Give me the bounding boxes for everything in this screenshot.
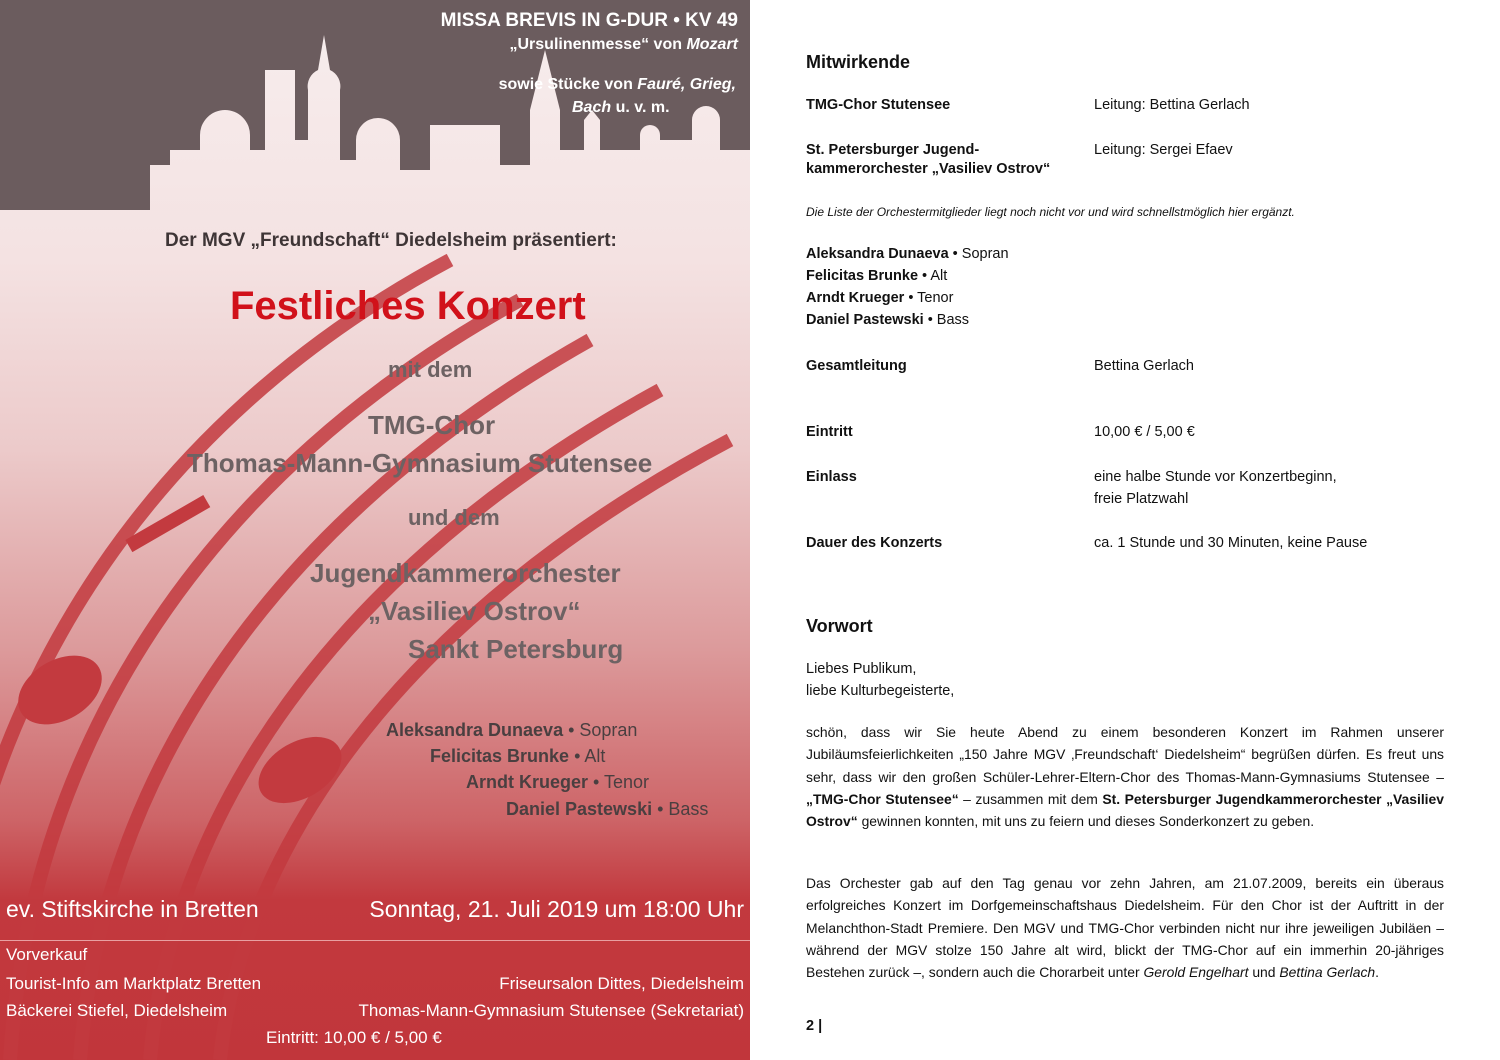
concert-title: Festliches Konzert (230, 284, 586, 328)
soloist (806, 312, 969, 328)
admission-price: Eintritt: 10,00 € / 5,00 € (266, 1028, 442, 1047)
soloist-role: • Bass (652, 799, 709, 819)
info-label: Dauer des Konzerts (806, 535, 943, 551)
school-name: Thomas-Mann-Gymnasium Stutensee (187, 448, 653, 478)
orchestra-line-2: „Vasiliev Ostrov“ (368, 596, 581, 626)
composers: Fauré, Grieg, (637, 76, 736, 93)
presale-location: Friseursalon Dittes, Diedelsheim (499, 974, 744, 993)
performer-label: TMG-Chor Stutensee (806, 97, 951, 113)
page-number: 2 | (806, 1018, 823, 1034)
performer-label: St. Petersburger Jugend- (806, 142, 980, 158)
program-title: MISSA BREVIS IN G-DUR • KV 49 (440, 10, 738, 31)
soloist (386, 720, 637, 741)
info-value-2: freie Platzwahl (1094, 491, 1189, 507)
soloist-name: Daniel Pastewski (506, 799, 653, 819)
soloist (806, 268, 947, 284)
soloist-name: Felicitas Brunke (430, 746, 570, 766)
info-label: Einlass (806, 469, 857, 485)
info-value: ca. 1 Stunde und 30 Minuten, keine Pause (1094, 535, 1368, 551)
text-italic: Bettina Gerlach (1279, 964, 1376, 981)
presale-location: Thomas-Mann-Gymnasium Stutensee (Sekretariat) (358, 1001, 744, 1020)
foreword-paragraph-2 (806, 872, 1444, 983)
soloist-role: • Alt (569, 746, 606, 766)
soloist-name: Arndt Krueger (466, 772, 589, 792)
greeting-1: Liebes Publikum, (806, 661, 917, 677)
text: gewinnen konnten, mit uns zu feiern und dieses Sonderkonzert zu geben. (857, 813, 1315, 830)
presale-location: Tourist-Info am Marktplatz Bretten (6, 974, 262, 993)
text: . (1375, 964, 1379, 981)
text: Das Orchester gab auf den Tag genau vor zehn Jahren, am 21.07.2009, bereits ein überaus erfolgreiches Konzert im Dorfgemeinschaftshaus Diedelsheim. Für den Chor ist der Auftritt in der Melanchthon-Stadt Premiere. Den MGV und TMG-Chor verbinden nicht nur ihre jeweiligen Jubiläen – während der MGV stolze 150 Jahre alt wird, blickt der TMG-Chor auf ein immerhin 20-jähriges Bestehen zurück –, sondern auch die Chorarbeit unter (806, 875, 1444, 981)
info-value: Bettina Gerlach (1094, 358, 1194, 374)
soloist-name: Aleksandra Dunaeva (806, 246, 949, 262)
soloist-role: • Bass (923, 312, 970, 328)
with-text-1: mit dem (388, 357, 473, 382)
performer-label-2: kammerorchester „Vasiliev Ostrov“ (806, 161, 1051, 177)
program-subtitle (509, 36, 738, 54)
soloist-role: • Tenor (904, 290, 954, 306)
greeting-2: liebe Kulturbegeisterte, (806, 683, 955, 699)
soloist-name: Daniel Pastewski (806, 312, 924, 328)
performer-value: Leitung: Bettina Gerlach (1094, 97, 1250, 113)
venue: ev. Stiftskirche in Bretten (6, 896, 259, 922)
program-more-2 (572, 99, 670, 117)
text: und (1248, 964, 1280, 981)
text: schön, dass wir Sie heute Abend zu einem besonderen Konzert im Rahmen unserer Jubiläumsfeierlichkeiten „150 Jahre MGV ‚Freundschaft‘ Diedelsheim“ begrüßen dürfen. Es freut uns sehr, dass wir den großen Schüler-Lehrer-Eltern-Chor des Thomas-Mann-Gymnasiums Stutensee – (806, 724, 1444, 785)
text-italic: Gerold Engelhart (1143, 964, 1249, 981)
soloist (466, 772, 649, 793)
soloist (806, 290, 953, 306)
composer-bach: Bach (572, 99, 612, 116)
composer-mozart: Mozart (686, 36, 738, 53)
soloist (806, 246, 1009, 262)
choir-name: TMG-Chor (368, 410, 496, 440)
presale-location: Bäckerei Stiefel, Diedelsheim (6, 1001, 228, 1020)
orchestra-line-1: Jugendkammerorchester (310, 558, 621, 588)
text: – zusammen mit dem (958, 790, 1103, 807)
presale-label: Vorverkauf (6, 945, 88, 964)
info-label: Gesamtleitung (806, 358, 907, 374)
orchestra-line-3: Sankt Petersburg (408, 634, 624, 664)
program-subtitle-text: „Ursulinenmesse“ von (509, 36, 687, 53)
text-bold: St. Petersburger Jugendkammerorchester „Vasiliev Ostrov“ (806, 790, 1444, 830)
performer-value: Leitung: Sergei Efaev (1094, 142, 1233, 158)
concert-date: Sonntag, 21. Juli 2019 um 18:00 Uhr (369, 896, 744, 922)
soloist (430, 746, 605, 767)
soloist-name: Aleksandra Dunaeva (386, 720, 564, 740)
with-text-2: und dem (408, 505, 500, 530)
presenter-line: Der MGV „Freundschaft“ Diedelsheim präsentiert: (165, 230, 617, 251)
info-value: 10,00 € / 5,00 € (1094, 424, 1195, 440)
foreword-paragraph-1 (806, 721, 1444, 832)
soloist-name: Felicitas Brunke (806, 268, 919, 284)
soloist-role: • Sopran (948, 246, 1009, 262)
text-bold: „TMG-Chor Stutensee“ (806, 790, 959, 807)
soloist-role: • Alt (918, 268, 948, 284)
info-label: Eintritt (806, 424, 853, 440)
program-more-suffix: u. v. m. (611, 99, 670, 116)
program-more (499, 76, 736, 94)
soloist-name: Arndt Krueger (806, 290, 905, 306)
info-value: eine halbe Stunde vor Konzertbeginn, (1094, 469, 1337, 485)
divider (0, 940, 750, 941)
soloist-role: • Tenor (588, 772, 650, 792)
soloist-role: • Sopran (563, 720, 638, 740)
heading-foreword: Vorwort (806, 616, 873, 636)
orchestra-note: Die Liste der Orchestermitglieder liegt noch nicht vor und wird schnellstmöglich hier ergänzt. (806, 205, 1295, 219)
program-page (750, 0, 1500, 1060)
heading-performers: Mitwirkende (806, 52, 911, 72)
program-more-text: sowie Stücke von (498, 76, 638, 93)
soloist (506, 799, 708, 820)
